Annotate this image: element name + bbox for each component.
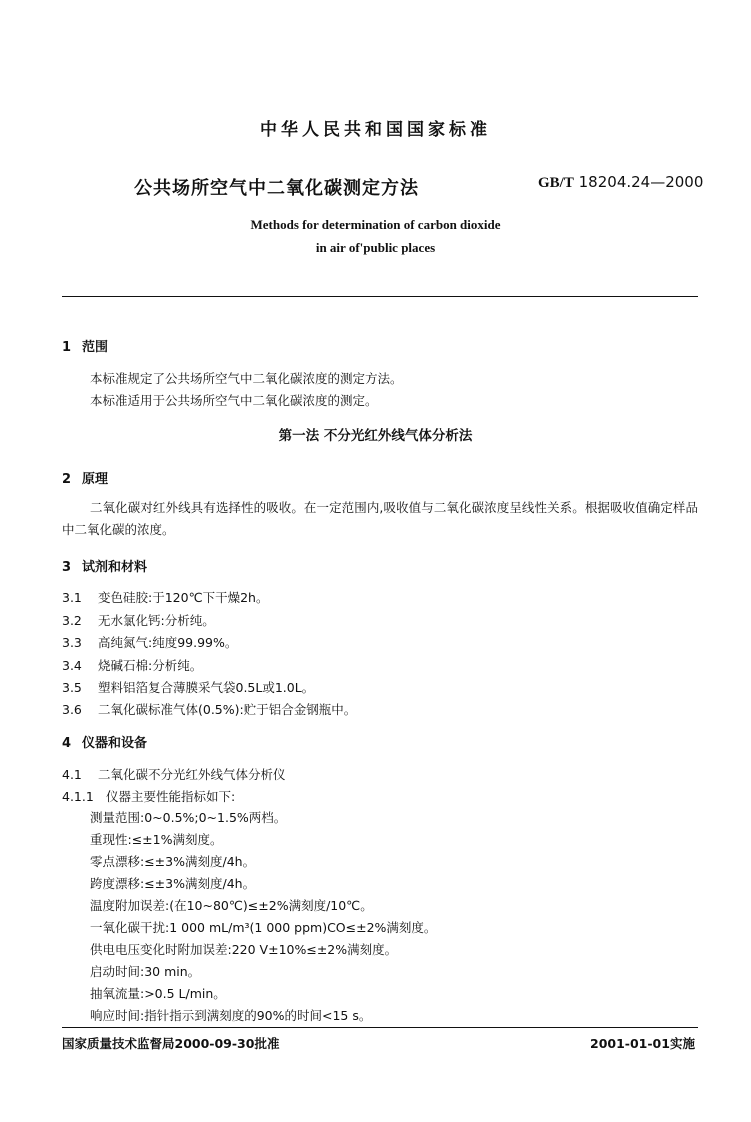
section-number: 1 [62, 340, 72, 355]
section-number: 3 [62, 560, 72, 575]
spec-line: 供电电压变化时附加误差:220 V±10%≤±2%满刻度。 [90, 942, 398, 957]
item-text: 二氧化碳标准气体(0.5%):贮于铝合金钢瓶中。 [98, 702, 357, 717]
method-heading: 第一法 不分光红外线气体分析法 [278, 428, 473, 444]
standard-code: 18204.24—2000 [578, 173, 704, 191]
spec-line: 响应时间:指针指示到满刻度的90%的时间<15 s。 [90, 1008, 372, 1023]
reagent-item [62, 633, 237, 651]
item-text: 烧碱石棉:分析纯。 [98, 658, 203, 673]
instrument-subitem [62, 787, 235, 805]
spec-line: 启动时间:30 min。 [90, 964, 201, 979]
section-1-heading [62, 336, 108, 355]
item-number: 3.3 [62, 635, 82, 650]
item-text: 变色硅胶:于120℃下干燥2h。 [98, 590, 269, 605]
section-number: 2 [62, 472, 72, 487]
issuing-body: 中华人民共和国国家标准 [260, 120, 491, 140]
spec-line: 一氧化碳干扰:1 000 mL/m³(1 000 ppm)CO≤±2%满刻度。 [90, 920, 437, 935]
item-text: 仪器主要性能指标如下: [106, 789, 236, 804]
item-number: 3.1 [62, 590, 82, 605]
item-text: 无水氯化钙:分析纯。 [98, 613, 215, 628]
spec-line: 测量范围:0~0.5%;0~1.5%两档。 [90, 810, 287, 825]
item-number: 4.1.1 [62, 789, 94, 804]
scope-paragraph-1: 本标准规定了公共场所空气中二氧化碳浓度的测定方法。 [90, 371, 403, 386]
item-number: 3.6 [62, 702, 82, 717]
section-3-heading [62, 556, 147, 575]
scope-paragraph-2: 本标准适用于公共场所空气中二氧化碳浓度的测定。 [90, 393, 378, 408]
spec-line: 零点漂移:≤±3%满刻度/4h。 [90, 854, 256, 869]
standard-prefix: GB/T [538, 175, 574, 191]
english-title-line-1: Methods for determination of carbon dioxide [250, 217, 501, 232]
document-title: 公共场所空气中二氧化碳测定方法 [134, 178, 419, 199]
section-4-heading [62, 732, 147, 751]
spec-line: 抽氧流量:>0.5 L/min。 [90, 986, 226, 1001]
section-title: 试剂和材料 [82, 560, 148, 575]
reagent-item [62, 611, 215, 629]
section-number: 4 [62, 736, 72, 751]
spec-line: 温度附加误差:(在10~80℃)≤±2%满刻度/10℃。 [90, 898, 373, 913]
english-title-line-2: in air of'public places [315, 240, 436, 255]
instrument-item [62, 765, 286, 783]
effective-date: 2001-01-01实施 [590, 1036, 695, 1051]
standard-number [538, 173, 703, 192]
reagent-item [62, 678, 314, 696]
approval-line: 国家质量技术监督局2000-09-30批准 [62, 1036, 280, 1051]
spec-line: 重现性:≤±1%满刻度。 [90, 832, 223, 847]
item-number: 3.4 [62, 658, 82, 673]
section-title: 范围 [82, 340, 109, 355]
item-number: 3.2 [62, 613, 82, 628]
item-number: 3.5 [62, 680, 82, 695]
section-title: 仪器和设备 [82, 736, 148, 751]
item-text: 高纯氮气:纯度99.99%。 [98, 635, 238, 650]
item-text: 塑料铝箔复合薄膜采气袋0.5L或1.0L。 [98, 680, 315, 695]
item-text: 二氧化碳不分光红外线气体分析仪 [98, 767, 286, 782]
section-2-heading [62, 468, 108, 487]
principle-paragraph: 二氧化碳对红外线具有选择性的吸收。在一定范围内,吸收值与二氧化碳浓度呈线性关系。根据吸收值确定样品中二氧化碳的浓度。 [62, 500, 698, 537]
reagent-item [62, 700, 356, 718]
spec-line: 跨度漂移:≤±3%满刻度/4h。 [90, 876, 256, 891]
section-title: 原理 [82, 472, 109, 487]
item-number: 4.1 [62, 767, 82, 782]
header-divider [62, 296, 698, 297]
footer-divider [62, 1027, 698, 1028]
reagent-item [62, 588, 268, 606]
reagent-item [62, 656, 202, 674]
